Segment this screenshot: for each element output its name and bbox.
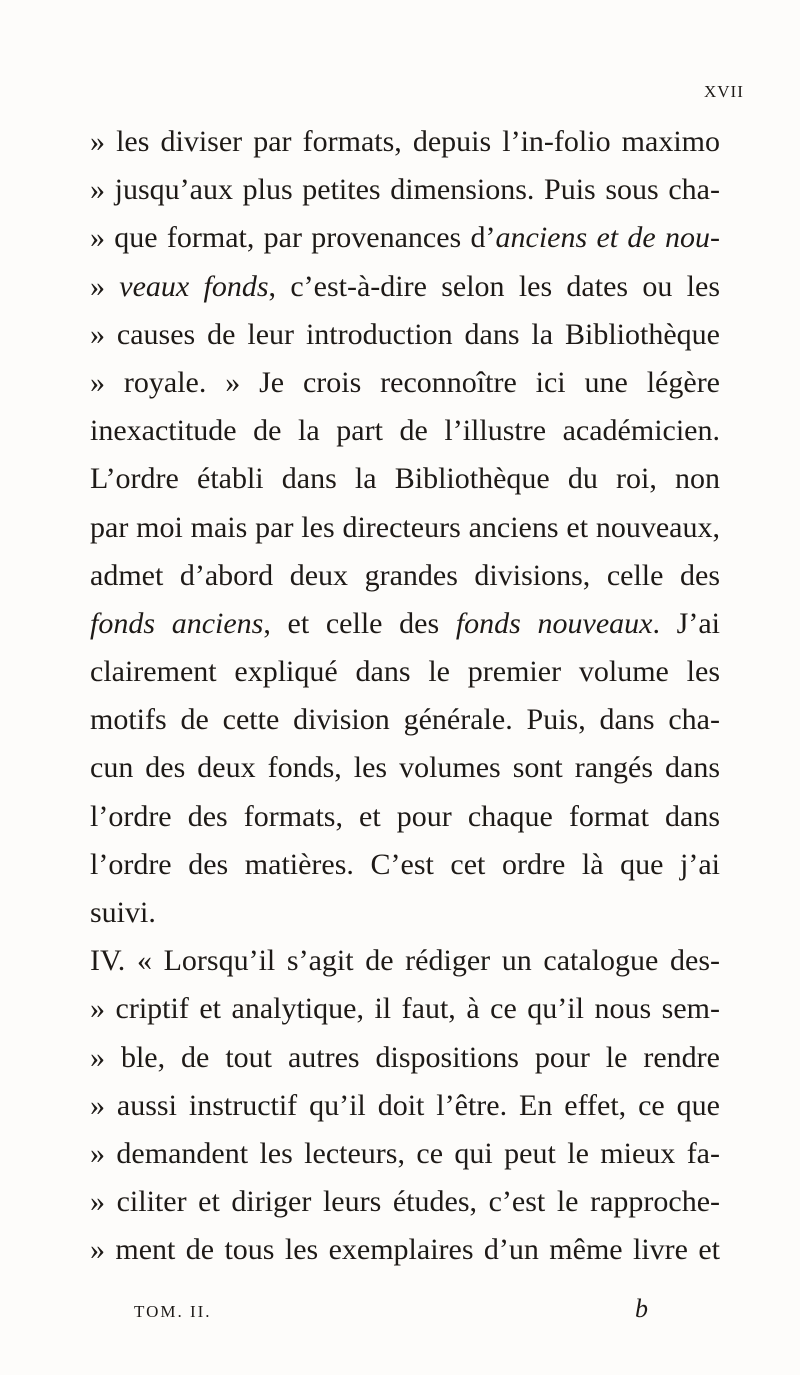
text-line: » aussi instructif qu’il doit l’être. En effet, ce que [90,1088,720,1122]
text-line: » les diviser par formats, depuis l’in-folio maximo [90,125,720,158]
text-line: l’ordre des formats, et pour chaque format dans [90,799,720,833]
text-line: cun des deux fonds, les volumes sont rangés dans [90,751,720,785]
text-line: L’ordre établi dans la Bibliothèque du roi, non [90,462,720,496]
text-line: » demandent les lecteurs, ce qui peut le mieux fa- [90,1136,720,1170]
text-line: inexactitude de la part de l’illustre académicien. [90,414,720,448]
italic-phrase: fonds anciens [90,606,264,640]
italic-phrase: fonds nouveaux [455,606,653,640]
text-line: » ciliter et diriger leurs études, c’est le rapproche- [90,1185,720,1219]
text-line: » causes de leur introduction dans la Bibliothèque [90,317,720,351]
text-line: fonds anciens, et celle des fonds nouveaux. J’ai [90,606,720,640]
italic-phrase: anciens et de nou- [495,221,720,255]
text-line: » veaux fonds, c’est-à-dire selon les dates ou les [90,269,720,303]
text-line: » que format, par provenances d’anciens et de nou- [90,221,720,255]
text-line: » ble, de tout autres dispositions pour le rendre [90,1040,720,1074]
page-number: XVII [704,82,744,101]
text-line: clairement expliqué dans le premier volume les [90,655,720,689]
text-line: l’ordre des matières. C’est cet ordre là que j’ai [90,847,720,881]
text-line: » criptif et analytique, il faut, à ce qu’il nous sem- [90,992,720,1026]
text-line: » jusqu’aux plus petites dimensions. Puis sous cha- [90,173,720,207]
text-line: admet d’abord deux grandes divisions, celle des [90,558,720,592]
volume-signature: TOM. II. [134,1302,212,1321]
text-line: IV. « Lorsqu’il s’agit de rédiger un catalogue des- [90,944,720,978]
page-footer [134,1294,648,1324]
gathering-signature: b [635,1294,648,1323]
italic-phrase: veaux fonds [119,269,269,303]
text-line: » ment de tous les exemplaires d’un même livre et [90,1233,720,1267]
text-line: motifs de cette division générale. Puis, dans cha- [90,703,720,737]
text-line: » royale. » Je crois reconnoître ici une légère [90,365,720,399]
text-line: suivi. [90,896,156,929]
body-text [90,118,720,1275]
text-line: par moi mais par les directeurs anciens et nouveaux, [90,510,720,544]
